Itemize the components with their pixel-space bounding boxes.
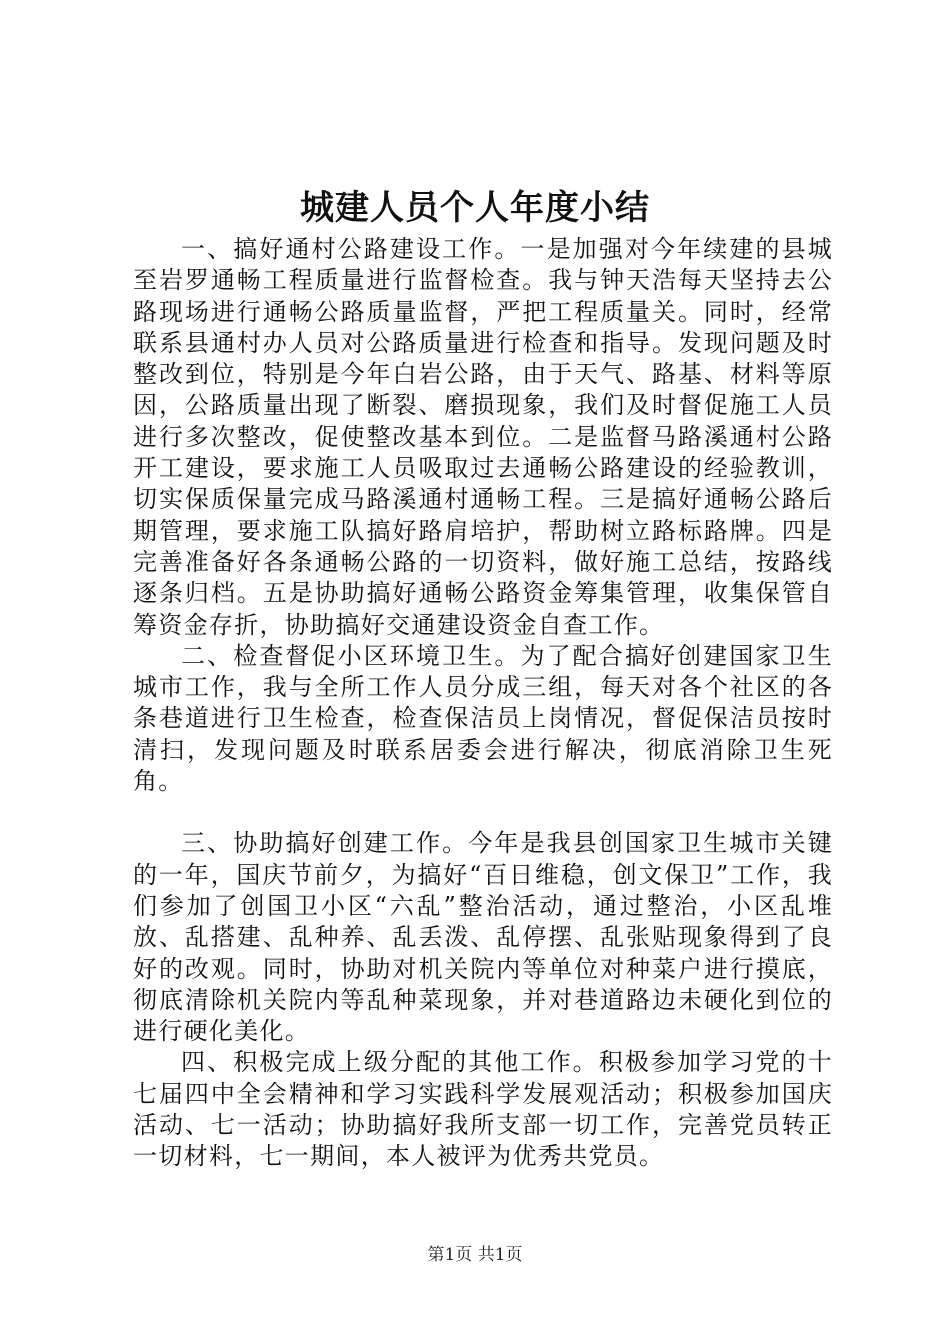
document-title: 城建人员个人年度小结 [300, 188, 650, 228]
document-body [133, 234, 833, 1173]
page-number-footer: 第1页 共1页 [427, 1245, 523, 1265]
paragraph-2: 二、检查督促小区环境卫生。为了配合搞好创建国家卫生城市工作，我与全所工作人员分成三组，每天对各个社区的各条巷道进行卫生检查，检查保洁员上岗情况，督促保洁员按时清扫，发现问题及时联系居委会进行解决，彻底消除卫生死角。 [133, 641, 833, 796]
paragraph-3: 三、协助搞好创建工作。今年是我县创国家卫生城市关键的一年，国庆节前夕，为搞好“百日维稳，创文保卫”工作，我们参加了创国卫小区“六乱”整治活动，通过整治，小区乱堆放、乱搭建、乱种养、乱丢泼、乱停摆、乱张贴现象得到了良好的改观。同时，协助对机关院内等单位对种菜户进行摸底，彻底清除机关院内等乱种菜现象，并对巷道路边未硬化到位的进行硬化美化。 [133, 829, 833, 1046]
paragraph-1: 一、搞好通村公路建设工作。一是加强对今年续建的县城至岩罗通畅工程质量进行监督检查。我与钟天浩每天坚持去公路现场进行通畅公路质量监督，严把工程质量关。同时，经常联系县通村办人员对公路质量进行检查和指导。发现问题及时整改到位，特别是今年白岩公路，由于天气、路基、材料等原因，公路质量出现了断裂、磨损现象，我们及时督促施工人员进行多次整改，促使整改基本到位。二是监督马路溪通村公路开工建设，要求施工人员吸取过去通畅公路建设的经验教训，切实保质保量完成马路溪通村通畅工程。三是搞好通畅公路后期管理，要求施工队搞好路肩培护，帮助树立路标路牌。四是完善准备好各条通畅公路的一切资料，做好施工总结，按路线逐条归档。五是协助搞好通畅公路资金筹集管理，收集保管自筹资金存折，协助搞好交通建设资金自查工作。 [133, 235, 833, 639]
paragraph-4: 四、积极完成上级分配的其他工作。积极参加学习党的十七届四中全会精神和学习实践科学发展观活动；积极参加国庆活动、七一活动；协助搞好我所支部一切工作，完善党员转正一切材料，七一期间，本人被评为优秀共党员。 [133, 1048, 833, 1171]
